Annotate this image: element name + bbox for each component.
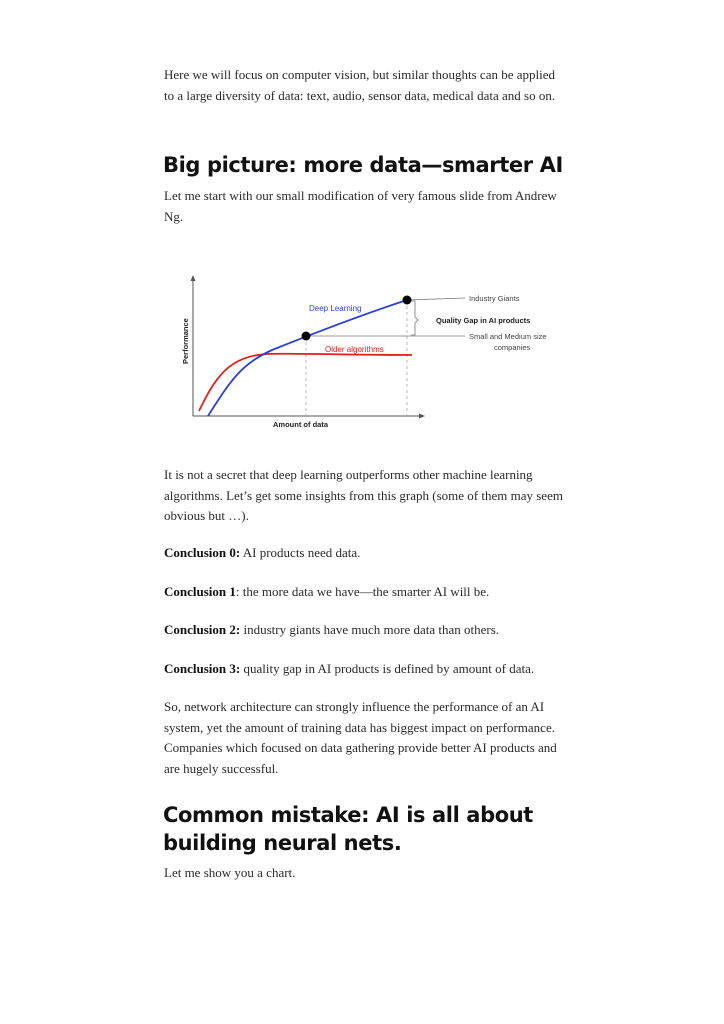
- performance-chart: [172, 268, 572, 440]
- section1-lead-paragraph: Let me start with our small modification of very famous slide from Andrew Ng.: [164, 188, 557, 224]
- x-axis-arrow: [419, 414, 425, 419]
- conclusion-2: [164, 620, 564, 641]
- section-heading-common-mistake: Common mistake: AI is all about building neural nets.: [163, 803, 533, 855]
- body-paragraph-1: It is not a secret that deep learning outperforms other machine learning algorithms. Let’s get some insights from this graph (some of them may seem obvious but …).: [164, 467, 563, 523]
- conclusion-1: [164, 582, 564, 603]
- annotation-industry-giants: Industry Giants: [469, 294, 520, 303]
- body-paragraph-2: So, network architecture can strongly influence the performance of an AI system, yet the amount of training data has biggest impact on performance. Companies which focused on data gathering provide better AI products and are hugely successful.: [164, 699, 557, 776]
- series-label-deep-learning: Deep Learning: [309, 304, 362, 313]
- medium-companies-point: [302, 332, 311, 341]
- conclusion-2-label: Conclusion 2:: [164, 622, 241, 637]
- annotation-small-medium: Small and Medium size: [469, 332, 547, 341]
- conclusion-3: [164, 659, 564, 680]
- annotation-companies: companies: [494, 343, 531, 352]
- conclusion-3-text: quality gap in AI products is defined by amount of data.: [240, 661, 535, 676]
- conclusion-0-text: AI products need data.: [240, 545, 361, 560]
- intro-paragraph: Here we will focus on computer vision, but similar thoughts can be applied to a large diversity of data: text, audio, sensor data, medical data and so on.: [164, 67, 556, 103]
- deep-learning-curve: [208, 300, 407, 416]
- conclusion-3-label: Conclusion 3:: [164, 661, 241, 676]
- performance-vs-data-figure: [172, 268, 572, 440]
- quality-gap-bracket: [411, 301, 418, 335]
- section2-lead-paragraph: Let me show you a chart.: [164, 865, 296, 880]
- x-axis-label: Amount of data: [273, 420, 328, 429]
- section-heading-big-picture: Big picture: more data—smarter AI: [163, 153, 563, 177]
- conclusion-1-label: Conclusion 1: [164, 584, 236, 599]
- industry-giants-point: [403, 296, 412, 305]
- series-label-older-algorithms: Older algorithms: [325, 345, 384, 354]
- y-axis-arrow: [191, 275, 196, 281]
- annotation-quality-gap: Quality Gap in AI products: [436, 316, 531, 325]
- conclusion-0-label: Conclusion 0:: [164, 545, 241, 560]
- conclusion-0: [164, 543, 564, 564]
- conclusion-2-text: industry giants have much more data than others.: [240, 622, 500, 637]
- industry-giants-guide-line: [407, 298, 465, 300]
- y-axis-label: Performance: [181, 318, 190, 364]
- conclusion-1-text: : the more data we have—the smarter AI will be.: [235, 584, 490, 599]
